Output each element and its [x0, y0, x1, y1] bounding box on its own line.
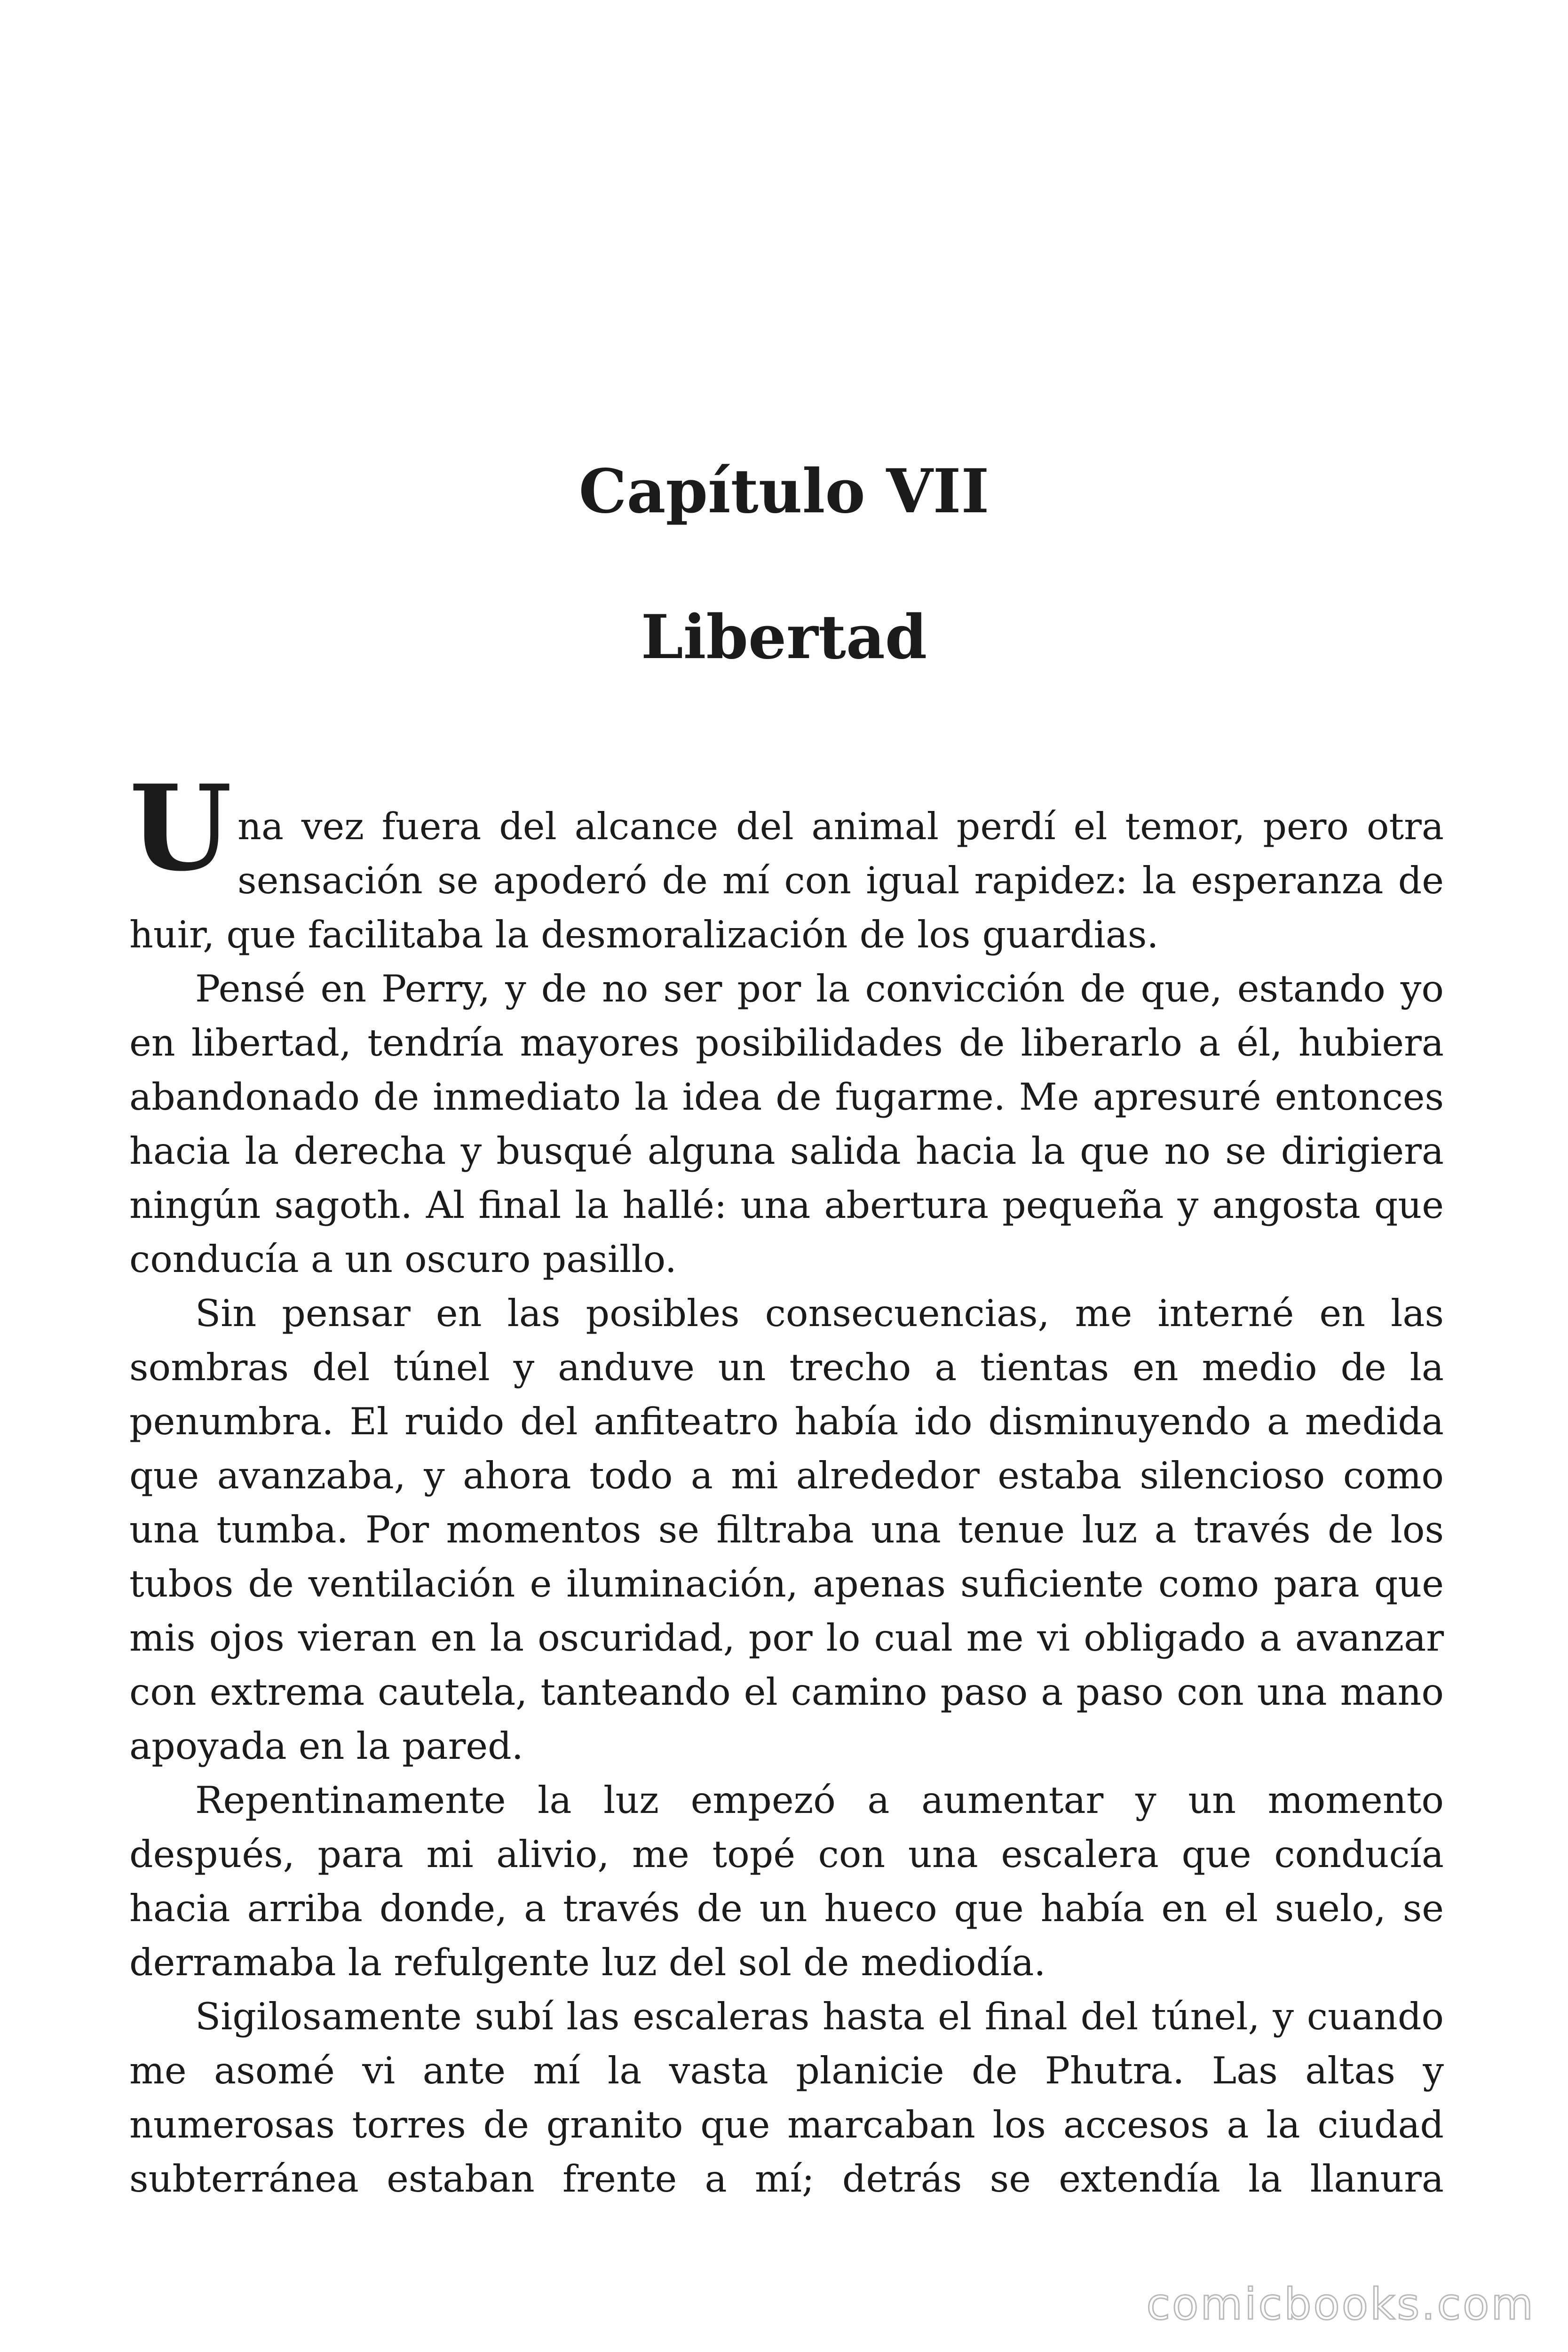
paragraph-3: Sin pensar en las posibles consecuencias, me interné en las sombras del túnel y anduve un trecho a tientas en medio de la penumbra. El ruido del anfiteatro había ido disminuyendo a medida que avanzaba, y ahora todo a mi alrededor estaba silencioso como una tumba. Por momentos se filtraba una tenue luz a través de los tubos de ventilación e iluminación, apenas suficiente como para que mis ojos vieran en la oscuridad, por lo cual me vi obligado a avanzar con extrema cautela, tanteando el camino paso a paso con una mano apoyada en la pared.	[129, 1292, 1444, 1768]
paragraph-1-text: na vez fuera del alcance del animal perdí el temor, pero otra sensación se apoderó de mí con igual rapidez: la esperanza de huir, que facilitaba la desmoralización de los guardias.	[129, 805, 1444, 956]
chapter-title: Libertad	[641, 602, 927, 673]
watermark: comicbooks.com	[1146, 2279, 1535, 2329]
paragraph-5: Sigilosamente subí las escaleras hasta el final del túnel, y cuando me asomé vi ante mí la vasta planicie de Phutra. Las altas y numerosas torres de granito que marcaban los accesos a la ciudad subterránea estaban frente a mí; detrás se extendía la llanura	[129, 1995, 1444, 2201]
drop-cap: U	[129, 759, 232, 897]
paragraph-2: Pensé en Perry, y de no ser por la convicción de que, estando yo en libertad, tendría mayores posibilidades de liberarlo a él, hubiera abandonado de inmediato la idea de fugarme. Me apresuré entonces hacia la derecha y busqué alguna salida hacia la que no se dirigiera ningún sagoth. Al final la hallé: una abertura pequeña y angosta que conducía a un oscuro pasillo.	[129, 967, 1444, 1281]
paragraph-1	[129, 759, 1444, 962]
paragraph-4: Repentinamente la luz empezó a aumentar y un momento después, para mi alivio, me topé con una escalera que conducía hacia arriba donde, a través de un hueco que había en el suelo, se derramaba la refulgente luz del sol de mediodía.	[129, 1779, 1444, 1984]
chapter-body	[129, 759, 1444, 2206]
chapter-number: Capítulo VII	[578, 456, 990, 527]
